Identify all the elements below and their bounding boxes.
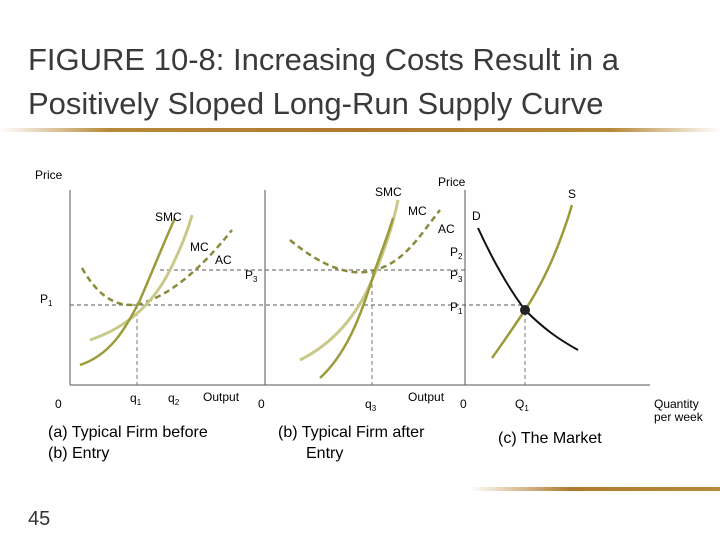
supply-curve — [492, 205, 572, 358]
panel-a-mc-curve — [80, 218, 175, 365]
panel-a-q1-label: $q_1$ — [130, 391, 142, 407]
panel-c-quantity-label-2: per week — [654, 410, 703, 424]
panel-c-zero: 0 — [460, 397, 467, 411]
panel-b-zero: 0 — [258, 397, 265, 411]
panel-c-p2-label: $P_2$ — [450, 245, 463, 261]
demand-curve — [478, 228, 578, 350]
market-equilibrium-point — [520, 305, 530, 315]
panel-b-ac-curve — [290, 210, 440, 272]
panel-b-price-label: Price — [438, 175, 466, 189]
panel-a-price-label: Price — [35, 168, 63, 182]
panel-a-zero: 0 — [55, 397, 62, 411]
panel-c-d-label: D — [472, 209, 481, 223]
panel-a-ac-label: AC — [215, 253, 232, 267]
panel-b-mc-curve — [320, 218, 393, 378]
panel-a-mc-label: MC — [190, 240, 209, 254]
panel-c-caption: (c) The Market — [498, 430, 602, 447]
panel-b-smc-label: SMC — [375, 185, 402, 199]
panel-b-output-label: Output — [408, 390, 445, 404]
panel-b-caption-2: Entry — [306, 445, 344, 462]
panel-a-q2-label: $q_2$ — [168, 391, 180, 407]
panel-b — [258, 175, 466, 462]
panel-c-p1-label: $P_1$ — [450, 300, 463, 316]
panel-b-mc-label: MC — [408, 204, 427, 218]
panel-c-Q1-label: $Q_1$ — [515, 397, 529, 413]
panel-a-smc-curve — [90, 215, 192, 340]
panel-a-p3-label: $P_3$ — [245, 268, 258, 284]
panel-b-caption-1: (b) Typical Firm after — [278, 424, 425, 441]
panel-a-caption-2: (b) Entry — [48, 445, 110, 462]
panel-c — [450, 187, 704, 447]
panel-a-smc-label: SMC — [155, 210, 182, 224]
panel-a-p1-label: $P_1$ — [40, 292, 53, 308]
footer-divider — [470, 487, 720, 491]
panel-c-s-label: S — [568, 187, 577, 201]
slide-number: 45 — [28, 508, 51, 530]
panel-b-q3-label: $q_3$ — [365, 397, 377, 413]
panel-a-output-label: Output — [203, 390, 240, 404]
slide-title: FIGURE 10-8: Increasing Costs Result in a Positively Sloped Long-Run Supply Curve — [28, 42, 619, 121]
panel-c-quantity-label-1: Quantity — [654, 397, 699, 411]
panel-b-ac-label: AC — [438, 222, 455, 236]
panel-c-p3-label: $P_3$ — [450, 268, 463, 284]
panel-a — [35, 168, 525, 462]
panel-a-caption-1: (a) Typical Firm before — [48, 424, 208, 441]
